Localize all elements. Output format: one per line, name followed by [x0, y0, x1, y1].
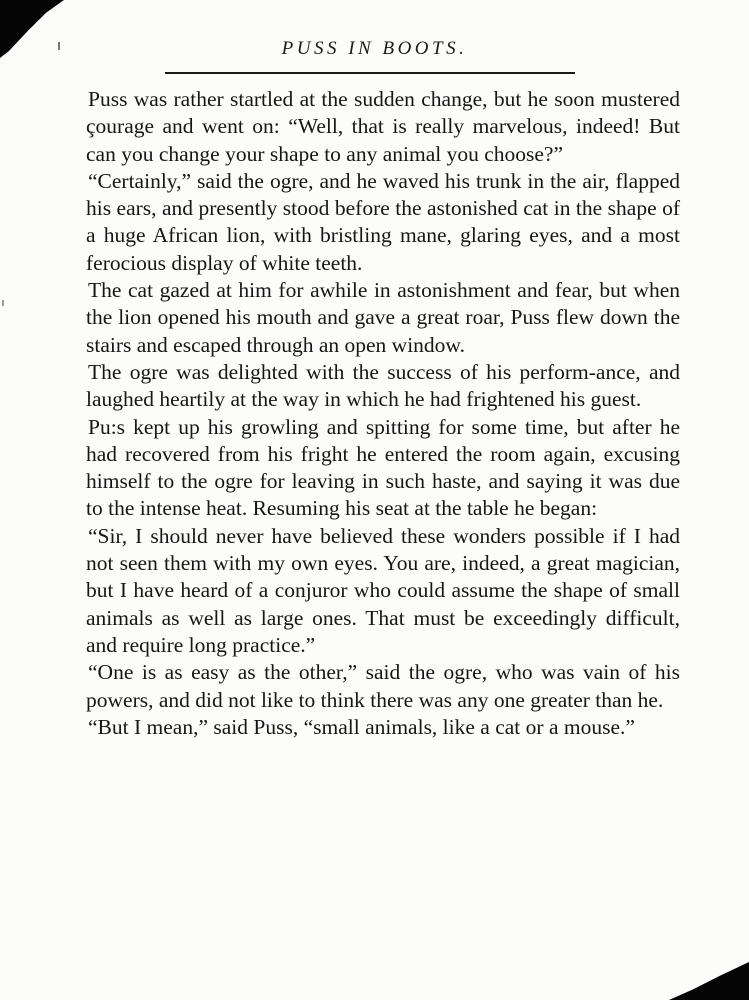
paragraph: Pu:s kept up his growling and spitting for some time, but after he had recovered from his fright he entered the room again, excusing himself to the ogre for leaving in such haste, and saying it was due to the intense heat. Resuming his seat at the table he began:	[86, 414, 680, 521]
paragraph: The ogre was delighted with the success of his perform-ance, and laughed heartily at the way in which he had frightened his guest.	[86, 359, 680, 412]
header-rule	[165, 72, 575, 74]
paragraph: “One is as easy as the other,” said the ogre, who was vain of his powers, and did not like to think there was any one greater than he.	[86, 660, 680, 712]
paragraph: Puss was rather startled at the sudden change, but he soon mustered çourage and went on: “Well, that is really marvelous, indeed! But can you change your shape to any animal you choose?”	[86, 87, 680, 166]
paragraph: The cat gazed at him for awhile in astonishment and fear, but when the lion opened his mouth and gave a great roar, Puss flew down the stairs and escaped through an open window.	[86, 278, 680, 357]
scan-corner-bottom-right	[669, 962, 749, 1000]
running-head: PUSS IN BOOTS.	[281, 38, 468, 59]
body-text	[86, 86, 680, 741]
paragraph: “But I mean,” said Puss, “small animals, like a cat or a mouse.”	[88, 714, 635, 739]
scan-speck	[2, 300, 4, 306]
paragraph: “Certainly,” said the ogre, and he waved his trunk in the air, flapped his ears, and presently stood before the astonished cat in the shape of a huge African lion, with bristling mane, glaring eyes, and a most ferocious display of white teeth.	[86, 168, 680, 275]
paragraph: “Sir, I should never have believed these wonders possible if I had not seen them with my own eyes. You are, indeed, a great magician, but I have heard of a conjuror who could assume the shape of small animals as well as large ones. That must be exceedingly difficult, and require long practice.”	[86, 523, 680, 657]
